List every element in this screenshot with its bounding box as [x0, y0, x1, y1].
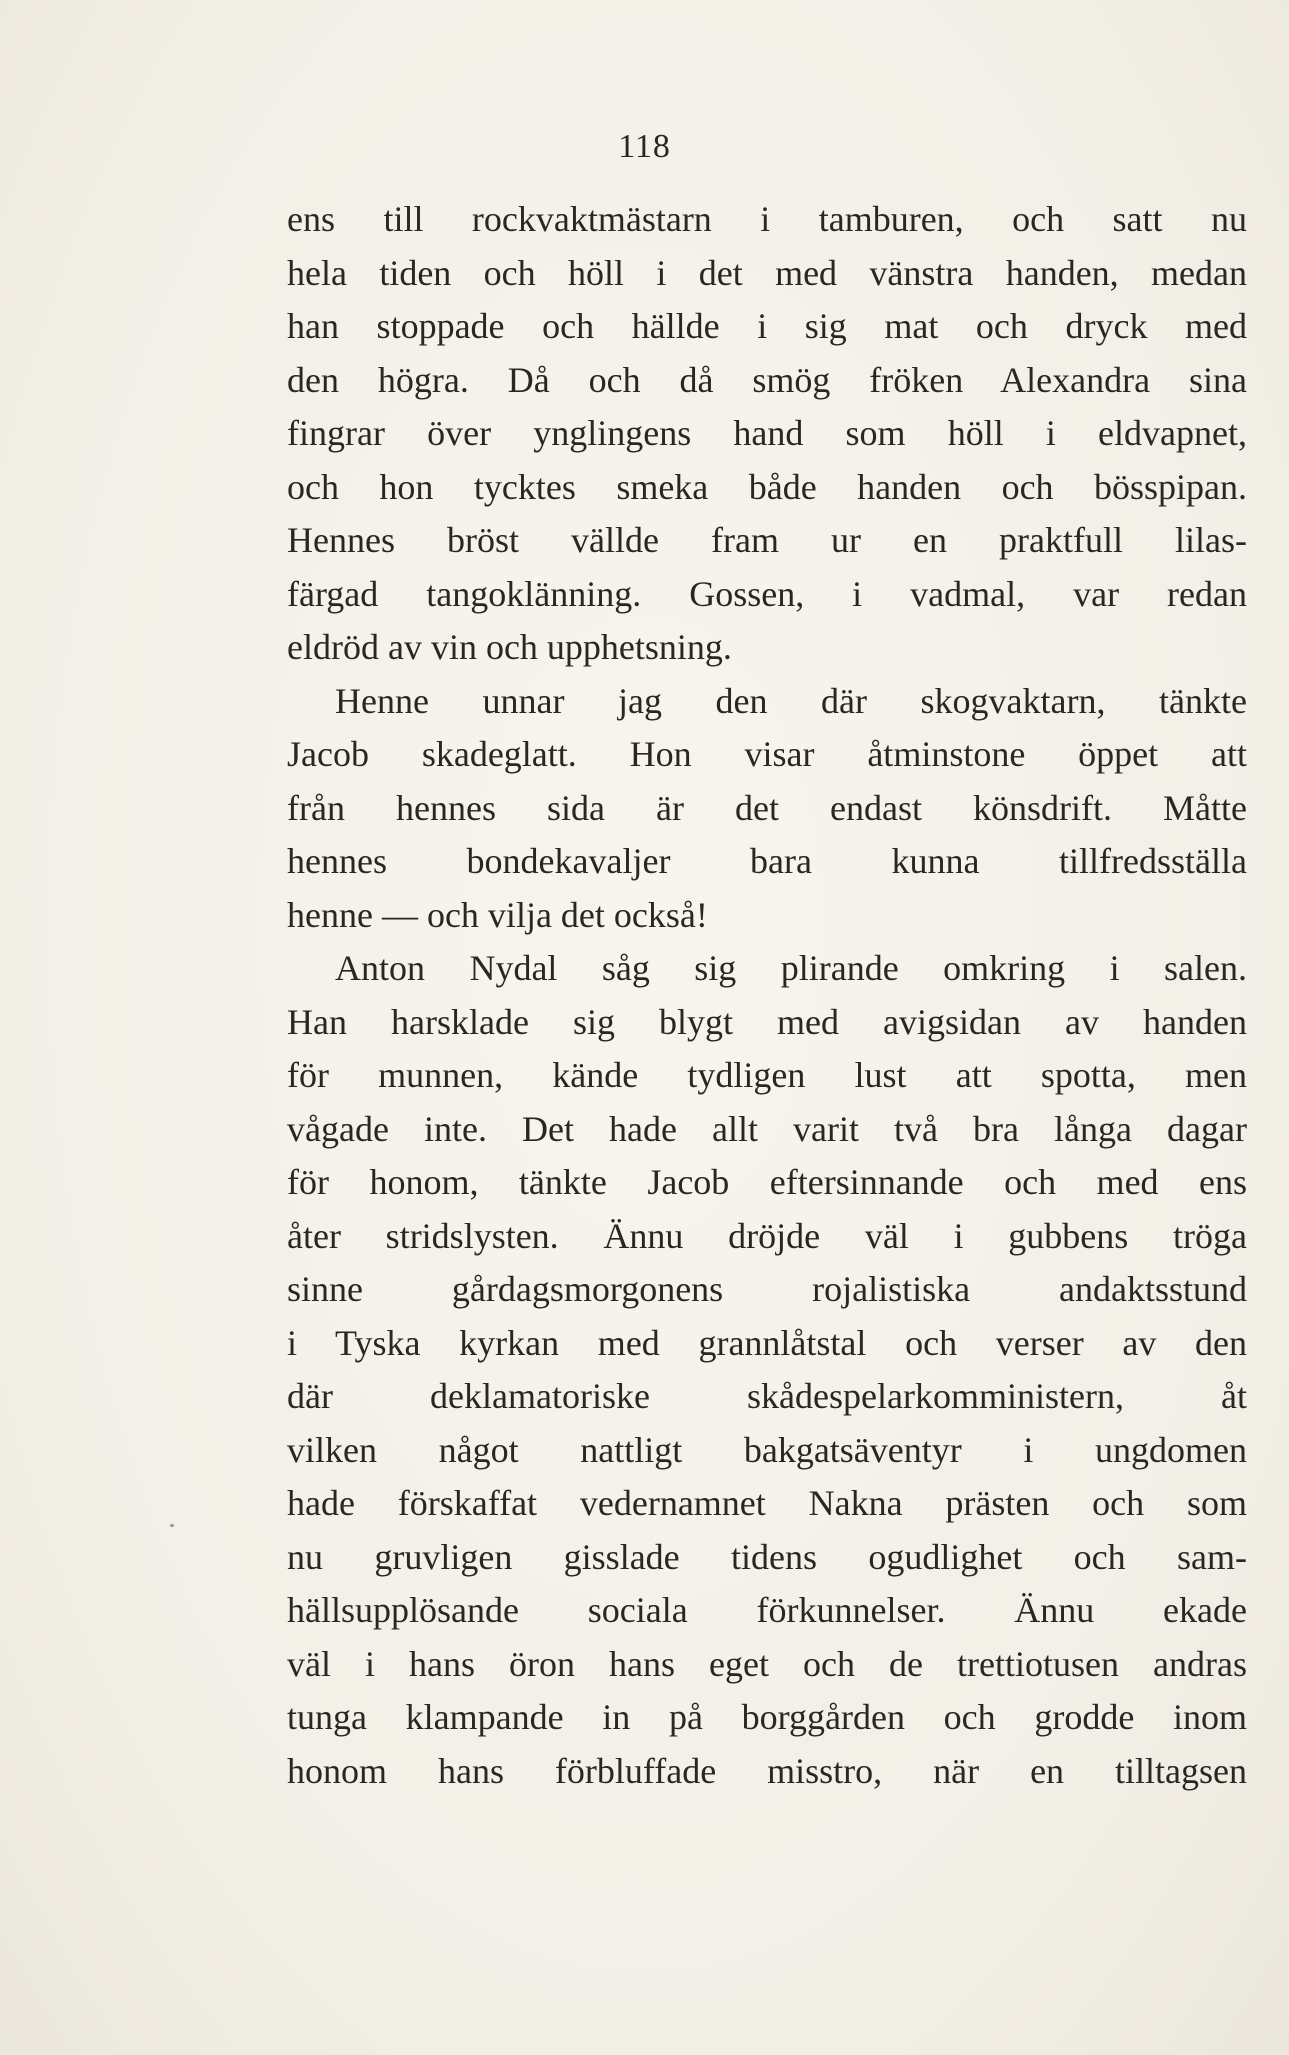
text-line: han stoppade och hällde i sig mat och dryck med — [287, 306, 1247, 346]
text-line: hennes bondekavaljer bara kunna tillfredsställa — [287, 841, 1247, 881]
text-line: Jacob skadeglatt. Hon visar åtminstone öppet att — [287, 734, 1247, 774]
text-line: i Tyska kyrkan med grannlåtstal och verser av den — [287, 1322, 1247, 1363]
text-line: där deklamatoriske skådespelarkomministern, åt — [287, 1376, 1247, 1416]
text-line: för honom, tänkte Jacob eftersinnande och med ens — [287, 1162, 1247, 1202]
text-line: nu gruvligen gisslade tidens ogudlighet och sam- — [287, 1536, 1247, 1577]
text-line: åter stridslysten. Ännu dröjde väl i gubbens tröga — [287, 1215, 1247, 1256]
text-line: tunga klampande in på borggården och grodde inom — [287, 1697, 1247, 1737]
text-line: vågade inte. Det hade allt varit två bra långa dagar — [287, 1108, 1247, 1149]
text-line: hela tiden och höll i det med vänstra handen, medan — [287, 252, 1247, 293]
text-line: sinne gårdagsmorgonens rojalistiska andaktsstund — [287, 1269, 1247, 1309]
text-line: hade förskaffat vedernamnet Nakna prästen och som — [287, 1483, 1247, 1523]
page-number: 118 — [618, 128, 671, 165]
text-line: fingrar över ynglingens hand som höll i eldvapnet, — [287, 413, 1247, 453]
text-line: för munnen, kände tydligen lust att spotta, men — [287, 1055, 1247, 1095]
text-line: vilken något nattligt bakgatsäventyr i ungdomen — [287, 1429, 1247, 1470]
text-line: Han harsklade sig blygt med avigsidan av handen — [287, 1001, 1247, 1042]
text-line: färgad tangoklänning. Gossen, i vadmal, var redan — [287, 573, 1247, 614]
paper-speck — [170, 1524, 174, 1527]
body-text — [287, 193, 1247, 1798]
text-line: Anton Nydal såg sig plirande omkring i salen. — [335, 948, 1247, 988]
text-line: från hennes sida är det endast könsdrift. Måtte — [287, 787, 1247, 828]
text-line: den högra. Då och då smög fröken Alexandra sina — [287, 359, 1247, 400]
text-line: Hennes bröst vällde fram ur en praktfull lilas- — [287, 520, 1247, 560]
text-line: Henne unnar jag den där skogvaktarn, tänkte — [335, 680, 1247, 721]
text-line: henne — och vilja det också! — [287, 894, 708, 935]
text-line: honom hans förbluffade misstro, när en tilltagsen — [287, 1750, 1247, 1791]
text-line: hällsupplösande sociala förkunnelser. Ännu ekade — [287, 1590, 1247, 1630]
text-line: ens till rockvaktmästarn i tamburen, och satt nu — [287, 199, 1247, 239]
text-line: väl i hans öron hans eget och de trettiotusen andras — [287, 1643, 1247, 1684]
text-line: och hon tycktes smeka både handen och bösspipan. — [287, 466, 1247, 507]
text-line: eldröd av vin och upphetsning. — [287, 627, 732, 667]
